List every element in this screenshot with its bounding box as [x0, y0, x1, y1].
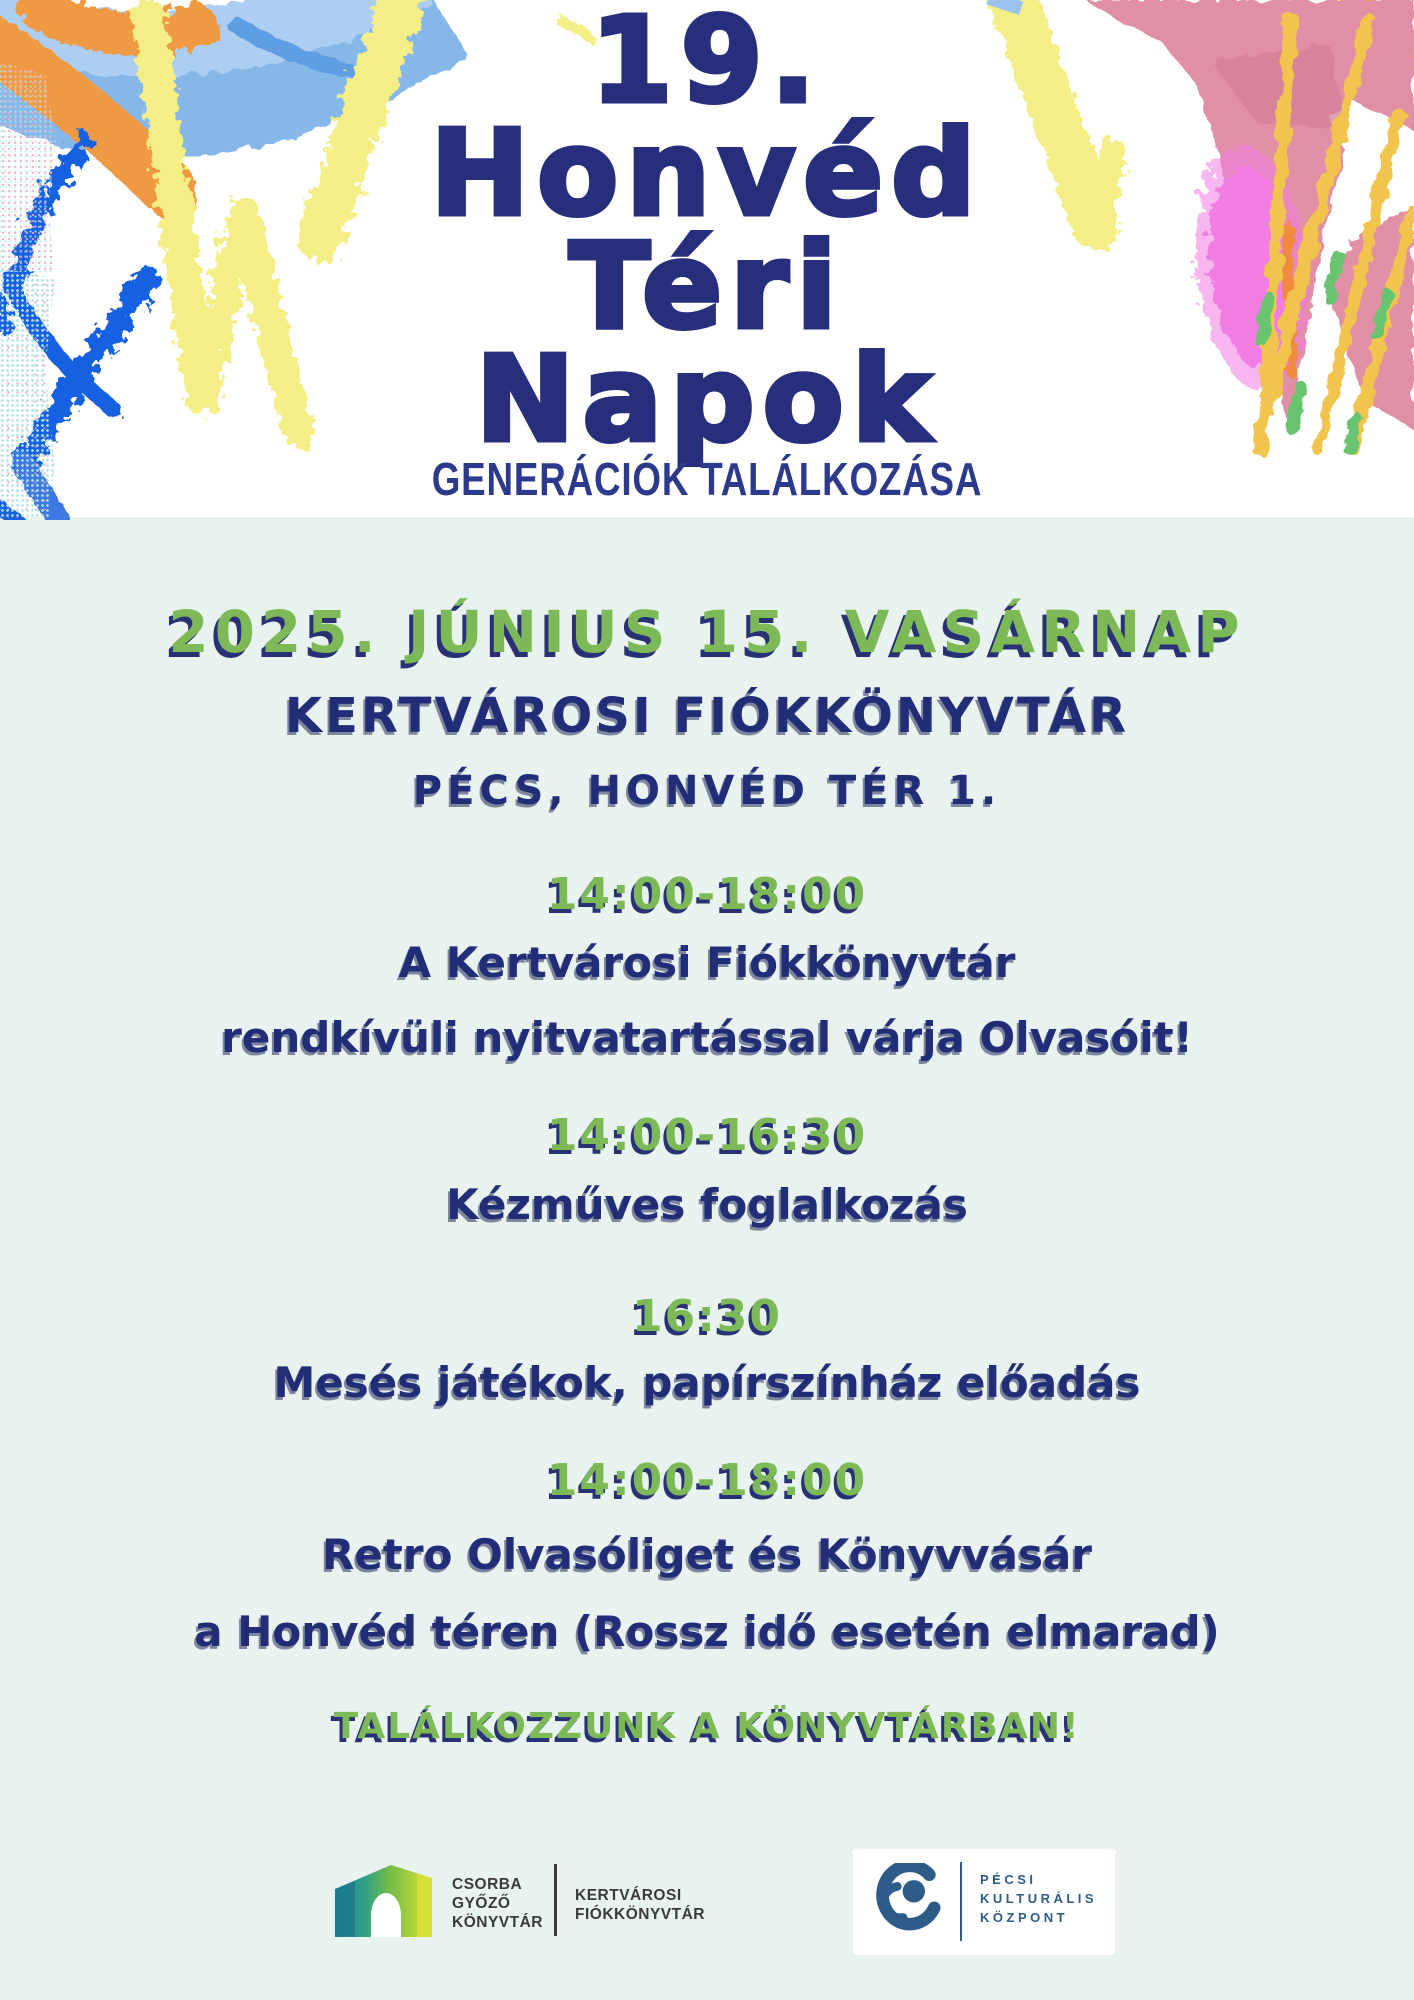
cultural-center-name — [980, 1870, 1097, 1927]
logo-divider — [554, 1864, 557, 1936]
event-title — [0, 0, 1414, 468]
schedule-event-1: A Kertvárosi Fiókkönyvtár — [398, 938, 1016, 987]
cultural-center-name-line: PÉCSI — [980, 1872, 1037, 1887]
schedule-time-3: 16:30 — [631, 1291, 783, 1342]
library-branch-name — [575, 1886, 705, 1924]
schedule-event-2: Kézműves foglalkozás — [446, 1180, 968, 1229]
schedule-event-4: Retro Olvasóliget és Könyvvásár — [321, 1530, 1092, 1579]
library-name-line: KÖNYVTÁR — [452, 1914, 543, 1931]
title-line-teri: Téri — [569, 217, 845, 355]
title-line-napok: Napok — [475, 330, 939, 468]
logo-divider — [960, 1862, 962, 1941]
event-date: 2025. JÚNIUS 15. VASÁRNAP — [168, 598, 1246, 666]
library-name-line: GYŐZŐ — [452, 1895, 511, 1912]
schedule-time-2: 14:00-16:30 — [546, 1110, 868, 1161]
schedule-time-4: 14:00-18:00 — [546, 1455, 868, 1506]
cultural-center-logo-card — [853, 1849, 1115, 1955]
cultural-center-swirl-logo-icon — [871, 1863, 943, 1939]
cultural-center-name-line: KULTURÁLIS — [980, 1891, 1098, 1906]
title-line-honved: Honvéd — [430, 104, 984, 242]
csorba-library-house-logo-icon — [335, 1863, 434, 1937]
library-name — [452, 1875, 543, 1932]
closing-message: TALÁLKOZZUNK A KÖNYVTÁRBAN! — [333, 1706, 1081, 1747]
event-subtitle: GENERÁCIÓK TALÁLKOZÁSA — [431, 453, 983, 505]
library-branch-line: FIÓKKÖNYVTÁR — [575, 1906, 705, 1923]
title-line-number: 19. — [590, 0, 824, 129]
schedule-event-1b: rendkívüli nyitvatartással várja Olvasóit! — [221, 1013, 1193, 1062]
library-name-line: CSORBA — [452, 1876, 523, 1893]
schedule-time-1: 14:00-18:00 — [546, 869, 868, 920]
library-branch-line: KERTVÁROSI — [575, 1887, 682, 1904]
schedule-event-3: Mesés játékok, papírszínház előadás — [273, 1358, 1141, 1407]
event-address: PÉCS, HONVÉD TÉR 1. — [412, 768, 1002, 814]
cultural-center-name-line: KÖZPONT — [980, 1910, 1069, 1925]
schedule-event-4b: a Honvéd téren (Rossz idő esetén elmarad) — [194, 1607, 1220, 1656]
event-venue: KERTVÁROSI FIÓKKÖNYVTÁR — [284, 688, 1130, 744]
